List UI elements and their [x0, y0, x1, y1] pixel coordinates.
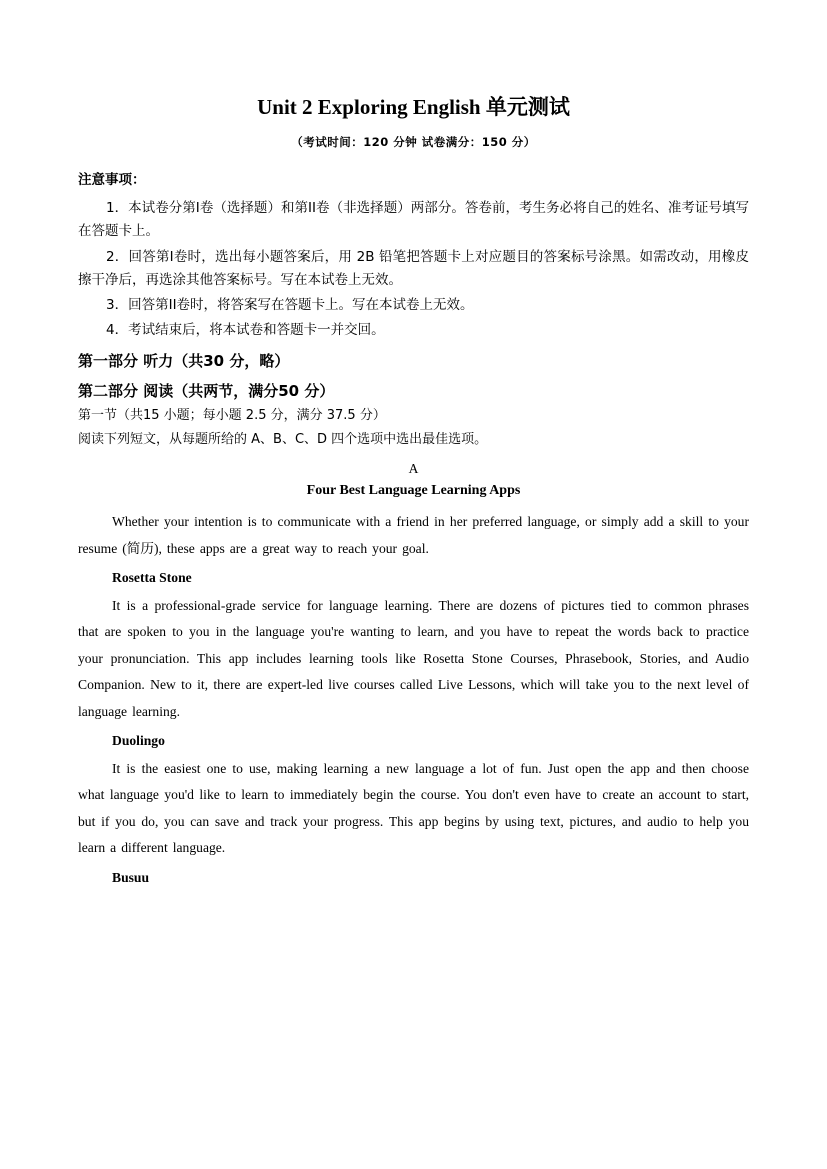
app-description-duolingo: It is the easiest one to use, making learning a new language a lot of fun. Just open the app and then choose what language you'd like to learn to immediately begin the course. You don't even have to create an account to start, but if you do, you can save and track your progress. This app begins by using text, pictures, and audio to help you learn a different language. — [78, 760, 749, 856]
notice-item: 4．考试结束后，将本试卷和答题卡一并交回。 — [106, 322, 385, 339]
app-name-duolingo: Duolingo — [112, 733, 165, 749]
notice-item: 1．本试卷分第I卷（选择题）和第II卷（非选择题）两部分。答卷前，考生务必将自己的姓名、准考证号填写在答题卡上。 — [78, 200, 749, 240]
passage-title: Four Best Language Learning Apps — [306, 483, 521, 499]
reading-instruction: 阅读下列短文，从每题所给的 A、B、C、D 四个选项中选出最佳选项。 — [78, 431, 488, 447]
notice-item: 3．回答第II卷时，将答案写在答题卡上。写在本试卷上无效。 — [106, 297, 474, 314]
app-name-rosetta-stone: Rosetta Stone — [112, 570, 192, 586]
passage-intro: Whether your intention is to communicate with a friend in her preferred language, or simply add a skill to your resume (简历), these apps are a great way to reach your goal. — [78, 514, 749, 556]
app-description-rosetta-stone: It is a professional-grade service for language learning. There are dozens of pictures tied to common phrases that are spoken to you in the language you're wanting to learn, and you have to repeat the words back to practice your pronunciation. This app includes learning tools like Rosetta Stone Courses, Phrasebook, Stories, and Audio Companion. New to it, there are expert-led live courses called Live Lessons, which will take you to the next level of language learning. — [78, 597, 749, 719]
notice-heading: 注意事项： — [78, 172, 146, 189]
part-one-heading: 第一部分 听力（共30 分，略） — [78, 351, 290, 370]
app-name-busuu: Busuu — [112, 869, 150, 885]
page-title: Unit 2 Exploring English 单元测试 — [257, 95, 570, 119]
part-two-heading: 第二部分 阅读（共两节，满分50 分） — [78, 381, 335, 400]
passage-letter: A — [408, 461, 419, 477]
exam-info-line: （考试时间：120 分钟 试卷满分：150 分） — [291, 135, 536, 150]
notice-item: 2．回答第I卷时，选出每小题答案后，用 2B 铅笔把答题卡上对应题目的答案标号涂黑。如需改动，用橡皮擦干净后，再选涂其他答案标号。写在本试卷上无效。 — [78, 248, 749, 288]
section-one-heading: 第一节（共15 小题；每小题 2.5 分，满分 37.5 分） — [78, 407, 386, 423]
